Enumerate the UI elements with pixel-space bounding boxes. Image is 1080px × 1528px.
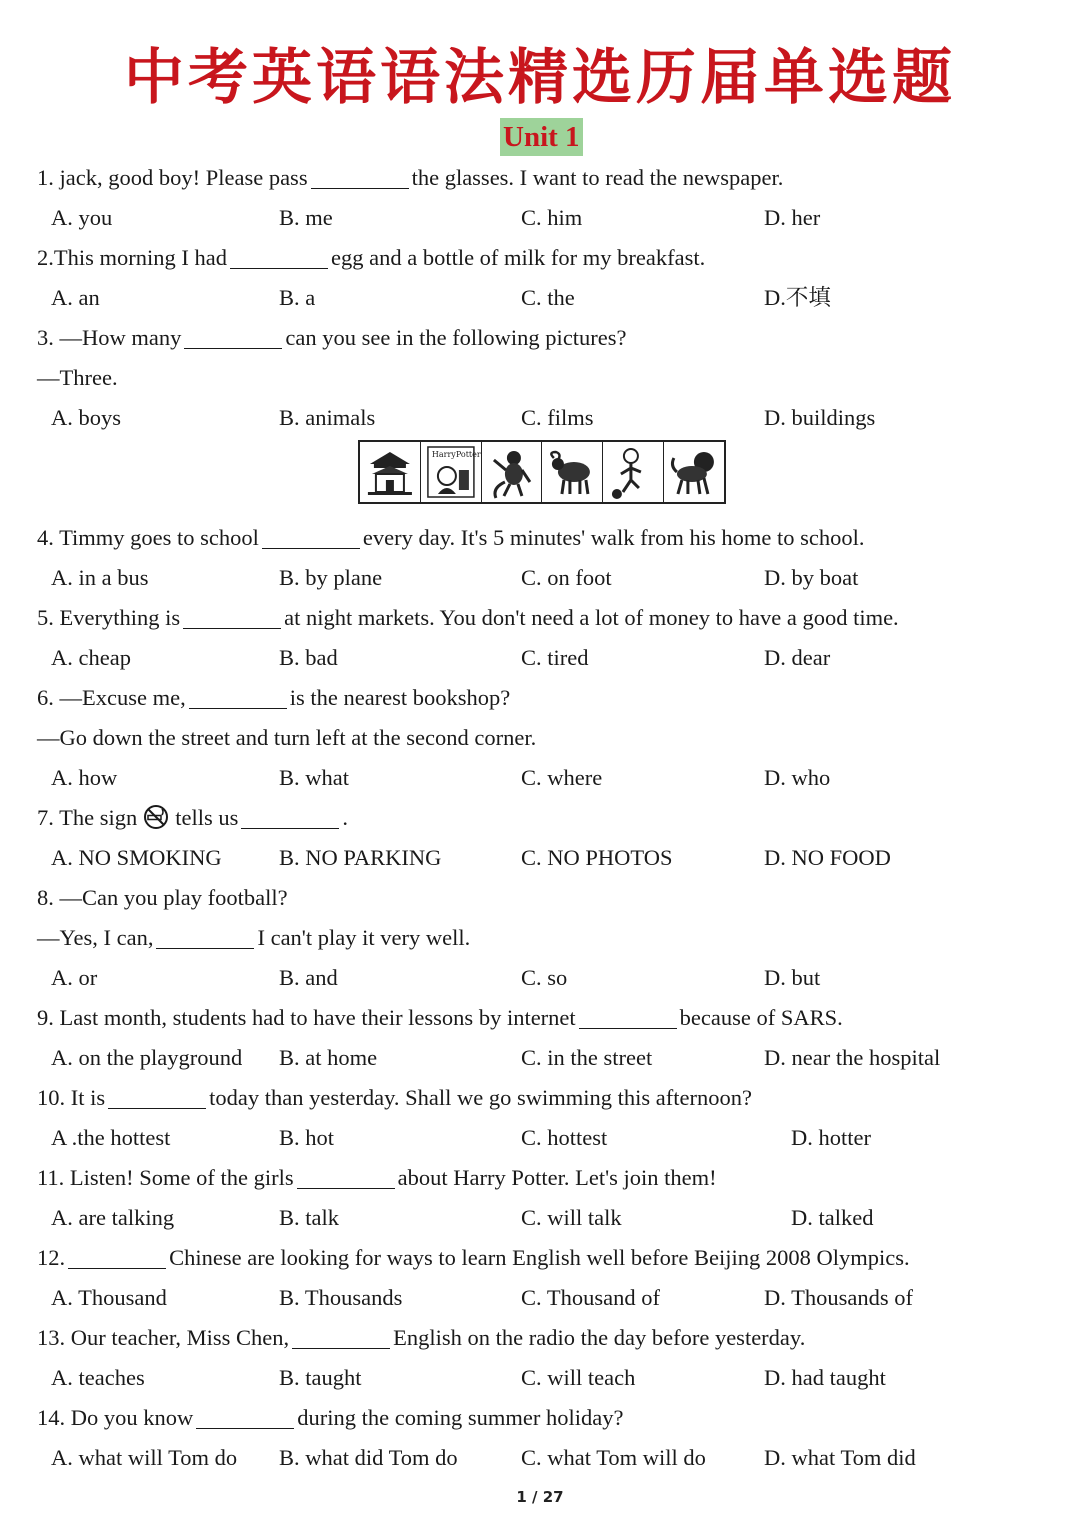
question-text: because of SARS. (679, 1005, 843, 1030)
option-a: A. on the playground (51, 1045, 243, 1070)
question-12 (0, 1238, 1080, 1278)
option-c: C. so (521, 965, 568, 990)
option-a: A. an (51, 285, 100, 310)
page-title: 中考英语语法精选历届单选题 (124, 43, 956, 113)
options-1 (0, 198, 1080, 238)
answer-blank (311, 162, 409, 189)
question-6 (0, 678, 1080, 718)
option-b: B. taught (279, 1365, 362, 1390)
option-c: C. tired (521, 645, 589, 670)
answer-blank (579, 1002, 677, 1029)
dialogue-answer: —Go down the street and turn left at the second corner. (37, 725, 537, 750)
question-9 (0, 998, 1080, 1038)
question-text: every day. It's 5 minutes' walk from his home to school. (362, 525, 865, 550)
answer-blank (156, 922, 254, 949)
question-11 (0, 1158, 1080, 1198)
option-c: C. what Tom will do (521, 1445, 706, 1470)
monkey-picture (482, 442, 543, 502)
options-5 (0, 638, 1080, 678)
page-number: 1 / 27 (516, 1488, 564, 1506)
dialogue-answer: —Three. (37, 365, 118, 390)
pagoda-picture (360, 442, 421, 502)
question-text: at night markets. You don't need a lot of money to have a good time. (284, 605, 899, 630)
answer-blank (292, 1322, 390, 1349)
question-13 (0, 1318, 1080, 1358)
option-d: D. hotter (791, 1125, 871, 1150)
question-text: 10. It is (37, 1085, 106, 1110)
options-10 (0, 1118, 1080, 1158)
harry-potter-book-picture (421, 442, 482, 502)
question-text: the glasses. I want to read the newspaper. (411, 165, 784, 190)
answer-blank (230, 242, 328, 269)
options-8 (0, 958, 1080, 998)
picture-strip-row (0, 438, 1080, 518)
option-d: D. her (764, 205, 821, 230)
option-a: A. NO SMOKING (51, 845, 222, 870)
answer-blank (183, 602, 281, 629)
answer-blank (297, 1162, 395, 1189)
option-b: B. me (279, 205, 333, 230)
option-d: D. had taught (764, 1365, 886, 1390)
options-2 (0, 278, 1080, 318)
option-b: B. and (279, 965, 338, 990)
options-4 (0, 558, 1080, 598)
option-d: D. NO FOOD (764, 845, 891, 870)
option-b: B. what (279, 765, 349, 790)
options-13 (0, 1358, 1080, 1398)
answer-blank (108, 1082, 206, 1109)
question-text: 12. (37, 1245, 66, 1270)
option-b: B. bad (279, 645, 338, 670)
option-a: A. cheap (51, 645, 131, 670)
question-5 (0, 598, 1080, 638)
options-7 (0, 838, 1080, 878)
question-text: —Yes, I can, (37, 925, 154, 950)
question-text: 9. Last month, students had to have their lessons by internet (37, 1005, 576, 1030)
option-a: A. are talking (51, 1205, 175, 1230)
question-text: Chinese are looking for ways to learn English well before Beijing 2008 Olympics. (169, 1245, 910, 1270)
question-text: can you see in the following pictures? (285, 325, 627, 350)
question-text: about Harry Potter. Let's join them! (397, 1165, 717, 1190)
option-b: B. what did Tom do (279, 1445, 458, 1470)
question-1 (0, 158, 1080, 198)
option-b: B. a (279, 285, 316, 310)
dialogue-answer (0, 918, 1080, 958)
question-10 (0, 1078, 1080, 1118)
option-d: D. buildings (764, 405, 876, 430)
question-text: 11. Listen! Some of the girls (37, 1165, 294, 1190)
answer-blank (189, 682, 287, 709)
option-a: A. how (51, 765, 118, 790)
option-a: A .the hottest (51, 1125, 171, 1150)
option-d: D. dear (764, 645, 831, 670)
option-b: B. hot (279, 1125, 335, 1150)
picture-strip (358, 440, 726, 504)
question-text: English on the radio the day before yesterday. (393, 1325, 806, 1350)
option-a: A. what will Tom do (51, 1445, 238, 1470)
question-3 (0, 318, 1080, 358)
answer-blank (68, 1242, 166, 1269)
option-c: C. the (521, 285, 575, 310)
option-d: D. Thousands of (764, 1285, 913, 1310)
option-c: C. will teach (521, 1365, 636, 1390)
option-a: A. Thousand (51, 1285, 167, 1310)
option-b: B. Thousands (279, 1285, 403, 1310)
option-c: C. Thousand of (521, 1285, 660, 1310)
options-14 (0, 1438, 1080, 1478)
question-text: 3. —How many (37, 325, 182, 350)
question-text: 4. Timmy goes to school (37, 525, 259, 550)
question-text: egg and a bottle of milk for my breakfast. (330, 245, 706, 270)
question-text: tells us (175, 805, 239, 830)
option-c: C. hottest (521, 1125, 608, 1150)
question-8: 8. —Can you play football? (37, 885, 288, 910)
question-text: . (342, 805, 348, 830)
question-7 (0, 798, 1080, 838)
question-text: today than yesterday. Shall we go swimming this afternoon? (209, 1085, 752, 1110)
option-c: C. in the street (521, 1045, 653, 1070)
options-6 (0, 758, 1080, 798)
question-text: I can't play it very well. (257, 925, 471, 950)
question-text: 13. Our teacher, Miss Chen, (37, 1325, 290, 1350)
lion-picture (664, 442, 724, 502)
option-b: B. by plane (279, 565, 383, 590)
question-2 (0, 238, 1080, 278)
sheep-picture (542, 442, 603, 502)
option-c: C. where (521, 765, 603, 790)
option-b: B. NO PARKING (279, 845, 442, 870)
boy-football-picture (603, 442, 664, 502)
option-d: D. what Tom did (764, 1445, 916, 1470)
answer-blank (241, 802, 339, 829)
option-c: C. on foot (521, 565, 612, 590)
option-b: B. at home (279, 1045, 378, 1070)
option-b: B. animals (279, 405, 376, 430)
answer-blank (196, 1402, 294, 1429)
option-c: C. will talk (521, 1205, 622, 1230)
question-text: is the nearest bookshop? (289, 685, 511, 710)
question-text: during the coming summer holiday? (297, 1405, 624, 1430)
unit-label: Unit 1 (500, 118, 583, 156)
option-d: D.不填 (764, 285, 831, 310)
option-d: D. near the hospital (764, 1045, 941, 1070)
option-c: C. films (521, 405, 594, 430)
option-a: A. you (51, 205, 113, 230)
answer-blank (262, 522, 360, 549)
svg-text:HarryPotter: HarryPotter (431, 450, 481, 459)
question-4 (0, 518, 1080, 558)
option-d: D. by boat (764, 565, 859, 590)
question-text: 7. The sign (37, 805, 138, 830)
option-a: A. boys (51, 405, 122, 430)
options-9 (0, 1038, 1080, 1078)
option-a: A. in a bus (51, 565, 149, 590)
question-text: 6. —Excuse me, (37, 685, 186, 710)
option-d: D. who (764, 765, 831, 790)
question-text: 1. jack, good boy! Please pass (37, 165, 308, 190)
question-text: 14. Do you know (37, 1405, 194, 1430)
option-c: C. him (521, 205, 583, 230)
option-b: B. talk (279, 1205, 339, 1230)
question-14 (0, 1398, 1080, 1438)
question-text: 5. Everything is (37, 605, 181, 630)
options-11 (0, 1198, 1080, 1238)
no-smoking-sign-icon (143, 804, 169, 830)
option-a: A. or (51, 965, 98, 990)
options-3 (0, 398, 1080, 438)
question-list (0, 158, 1080, 1478)
option-a: A. teaches (51, 1365, 145, 1390)
question-text: 2.This morning I had (37, 245, 227, 270)
answer-blank (184, 322, 282, 349)
option-d: D. talked (791, 1205, 874, 1230)
option-c: C. NO PHOTOS (521, 845, 673, 870)
options-12 (0, 1278, 1080, 1318)
option-d: D. but (764, 965, 821, 990)
